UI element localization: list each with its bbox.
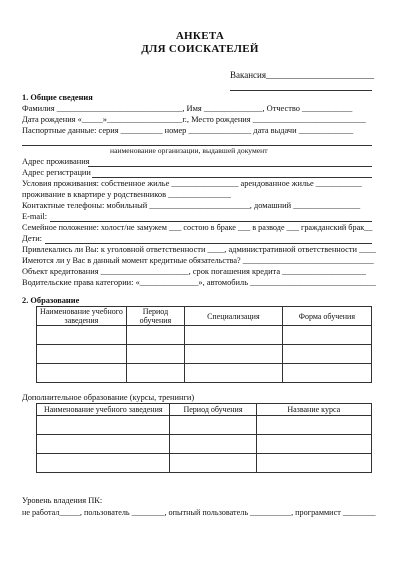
table-cell[interactable] <box>37 416 170 435</box>
table-cell[interactable] <box>37 326 127 345</box>
table-row[interactable] <box>37 416 372 435</box>
table-cell[interactable] <box>282 326 371 345</box>
email-line[interactable] <box>50 221 372 222</box>
edu-header-form: Форма обучения <box>282 307 371 326</box>
edu-header-specialization: Специализация <box>185 307 283 326</box>
additional-education-label: Дополнительное образование (курсы, тренинги) <box>22 393 195 402</box>
phones-line[interactable]: Контактные телефоны: мобильный ________________________, домашний ________________ <box>22 201 361 210</box>
table-cell[interactable] <box>37 345 127 364</box>
passport-line[interactable]: Паспортные данные: серия __________ номер _______________ дата выдачи _____________ <box>22 126 354 135</box>
table-row[interactable] <box>37 364 372 383</box>
table-cell[interactable] <box>170 454 256 473</box>
children-label: Дети: <box>22 234 43 243</box>
surname-name-line[interactable]: Фамилия ______________________________, Имя ______________, Отчество ____________ <box>22 104 353 113</box>
section-general-heading: 1. Общие сведения <box>22 93 93 102</box>
additional-education-table <box>36 403 372 473</box>
residence-address-label: Адрес проживания <box>22 157 90 166</box>
table-cell[interactable] <box>185 364 283 383</box>
table-cell[interactable] <box>185 345 283 364</box>
edu-header-period: Период обучения <box>126 307 184 326</box>
table-row[interactable] <box>37 435 372 454</box>
living-conditions-line[interactable]: Условия проживания: собственное жилье ________________ арендованное жилье ___________ <box>22 179 362 188</box>
credit-object-line[interactable]: Объект кредитования _____________________, срок погашения кредита ____________________ <box>22 267 366 276</box>
marital-status-line[interactable]: Семейное положение: холост/не замужем ___ состою в браке ___ в разводе ___ гражданский брак__ <box>22 223 373 232</box>
residence-address-line[interactable] <box>88 166 372 167</box>
table-cell[interactable] <box>126 326 184 345</box>
table-cell[interactable] <box>37 364 127 383</box>
pc-skills-line[interactable]: не работал_____, пользователь ________, опытный пользователь __________, программист ________ <box>22 508 376 517</box>
table-cell[interactable] <box>126 364 184 383</box>
table-row[interactable] <box>37 454 372 473</box>
table-cell[interactable] <box>37 454 170 473</box>
driver-license-line[interactable]: Водительские права категории: «______________», автомобиль ______________________________ <box>22 278 376 287</box>
additional-table-header <box>37 404 372 416</box>
vacancy-field[interactable]: Вакансия________________________ <box>230 70 374 80</box>
vacancy-extra-line <box>230 90 372 91</box>
form-subtitle: ДЛЯ СОИСКАТЕЛЕЙ <box>141 43 259 55</box>
liability-line[interactable]: Привлекались ли Вы: к уголовной ответственности ____, административной ответственности ____ <box>22 245 376 254</box>
education-table <box>36 306 372 383</box>
education-table-header <box>37 307 372 326</box>
relatives-line[interactable]: проживание в квартире у родственников _______________ <box>22 190 231 199</box>
add-header-institution: Наименование учебного заведения <box>37 404 170 416</box>
table-cell[interactable] <box>37 435 170 454</box>
table-cell[interactable] <box>256 454 372 473</box>
add-header-course: Название курса <box>256 404 372 416</box>
table-cell[interactable] <box>126 345 184 364</box>
pc-skills-label: Уровень владения ПК: <box>22 496 103 505</box>
table-cell[interactable] <box>282 345 371 364</box>
table-cell[interactable] <box>256 416 372 435</box>
table-row[interactable] <box>37 326 372 345</box>
form-title: АНКЕТА <box>175 30 225 42</box>
table-row[interactable] <box>37 345 372 364</box>
table-cell[interactable] <box>256 435 372 454</box>
table-cell[interactable] <box>282 364 371 383</box>
edu-header-institution: Наименование учебного заведения <box>37 307 127 326</box>
registration-address-line[interactable] <box>92 177 372 178</box>
issuer-caption: наименование организации, выдавшей документ <box>110 146 268 155</box>
table-cell[interactable] <box>170 416 256 435</box>
add-header-period: Период обучения <box>170 404 256 416</box>
email-label: E-mail: <box>22 212 48 221</box>
children-line[interactable] <box>45 243 372 244</box>
birth-line[interactable]: Дата рождения «_____»__________________г., Место рождения ___________________________ <box>22 115 366 124</box>
section-education-heading: 2. Образование <box>22 296 80 305</box>
table-cell[interactable] <box>170 435 256 454</box>
table-cell[interactable] <box>185 326 283 345</box>
registration-address-label: Адрес регистрации <box>22 168 91 177</box>
credit-question-line[interactable]: Имеются ли у Вас в данный момент кредитные обязательства? ________________________________ <box>22 256 374 265</box>
